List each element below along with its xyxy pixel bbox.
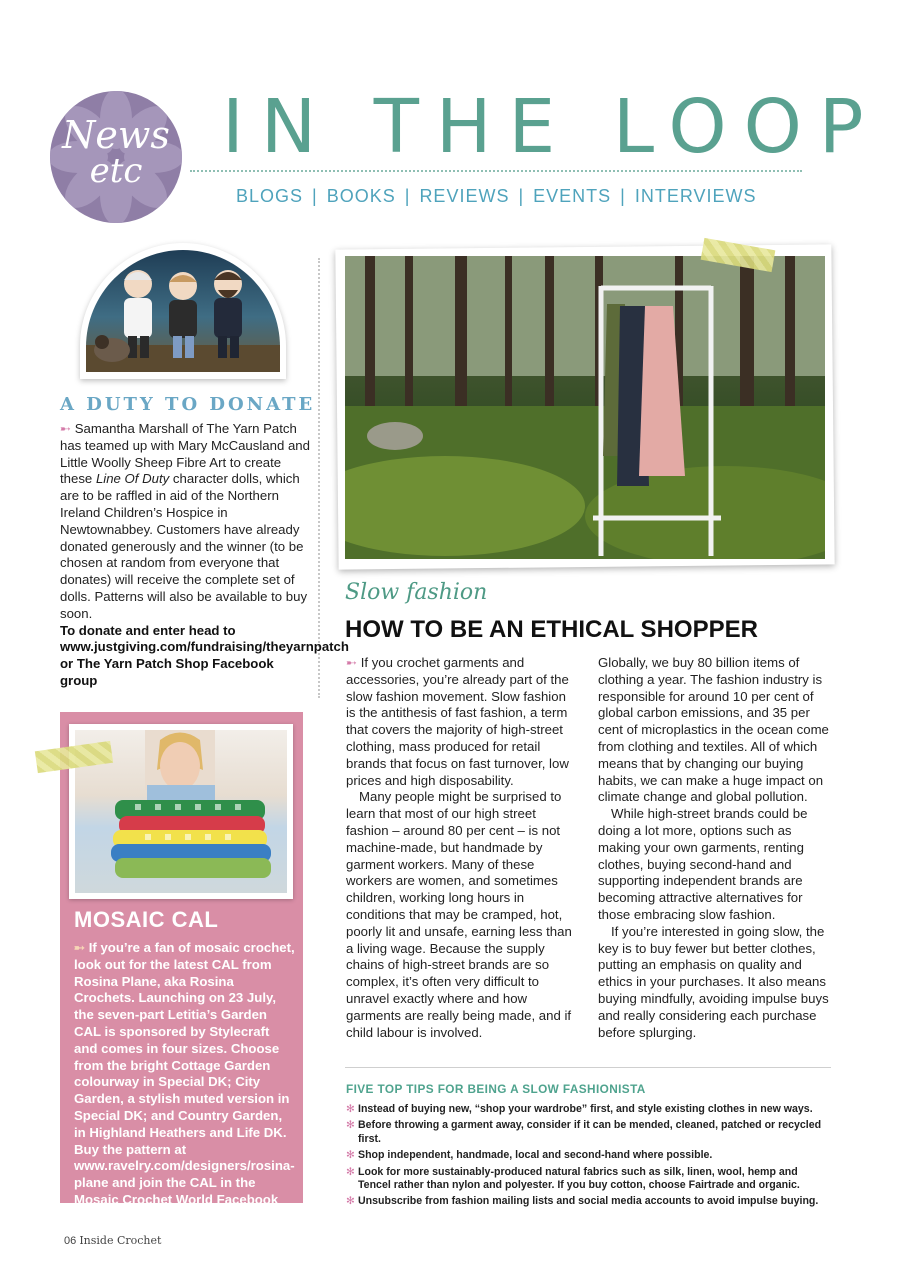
- star-icon: ✻: [346, 1195, 355, 1208]
- article-column-1: [346, 655, 576, 1041]
- column-divider: [318, 258, 320, 698]
- arrow-icon: ➸: [60, 421, 72, 436]
- forest-photo: [345, 256, 825, 559]
- nav-item-blogs: BLOGS: [236, 186, 304, 206]
- paragraph: Many people might be surprised to learn that most of our high street fashion – around 80 per cent – is not machine-made, but handmade by garment workers. Many of these workers are women, and sometimes children, working long hours in conditions that may be cramped, hot, poorly lit and unsafe, earning less than a living wage. Because the supply chains of high-street brands are so complex, it’s often very difficult to unravel exactly where and how garments are really being made, and if child labour is involved.: [346, 789, 572, 1040]
- donate-article: [60, 421, 349, 690]
- tips-rule: [345, 1067, 831, 1068]
- mosaic-heading: MOSAIC CAL: [74, 907, 219, 932]
- paragraph: Globally, we buy 80 billion items of clothing a year. The fashion industry is responsible for around 10 per cent of global carbon emissions, and 35 per cent of microplastics in the ocean come from clothing and textiles. All of which means that by changing our buying habits, we can make a huge impact on climate change and global pollution.: [598, 655, 829, 805]
- list-item: [346, 1103, 832, 1116]
- section-title: IN THE LOOP: [222, 84, 881, 170]
- tips-heading: FIVE TOP TIPS FOR BEING A SLOW FASHIONISTA: [346, 1082, 646, 1096]
- article-headline: HOW TO BE AN ETHICAL SHOPPER: [345, 616, 758, 643]
- list-item: [346, 1195, 832, 1208]
- badge-line-2: etc: [89, 151, 143, 191]
- nav-item-interviews: INTERVIEWS: [634, 186, 757, 206]
- donate-call-to-action: To donate and enter head to www.justgiving.com/fundraising/theyarnpatch or The Yarn Patch Shop Facebook group: [60, 622, 349, 688]
- page-footer: [64, 1234, 161, 1247]
- clothes-rack-forest-image: [345, 256, 825, 559]
- donate-text-italic: Line Of Duty: [95, 471, 170, 487]
- article-kicker: Slow fashion: [345, 580, 488, 605]
- nav-item-reviews: REVIEWS: [419, 186, 510, 206]
- tip-text: Instead of buying new, “shop your wardrobe” first, and style existing clothes in new ways.: [358, 1103, 813, 1115]
- article-column-2: [598, 655, 834, 1041]
- arrow-icon: ➸: [74, 940, 86, 955]
- paragraph: While high-street brands could be doing a lot more, options such as making your own garments, renting clothes, buying second-hand and supporting independent brands are becoming attractive alternatives for those embracing slow fashion.: [598, 806, 808, 922]
- nav-separator: |: [312, 186, 318, 206]
- nav-item-events: EVENTS: [533, 186, 612, 206]
- tip-text: Look for more sustainably-produced natural fabrics such as silk, linen, wool, hemp and Tencel rather than nylon and polyester. If you buy cotton, choose Fairtrade and organic.: [358, 1165, 800, 1192]
- title-rule: [190, 170, 802, 172]
- page-number: 06: [64, 1235, 77, 1247]
- list-item: [346, 1166, 832, 1193]
- section-nav: [236, 186, 757, 207]
- nav-separator: |: [518, 186, 525, 206]
- paragraph: [346, 655, 576, 789]
- nav-separator: |: [404, 186, 411, 206]
- paragraph: If you’re interested in going slow, the key is to buy fewer but better clothes, putting an emphasis on quality and ethics in your purchases. It also means buying mindfully, avoiding impulse buys and really considering each purchase before splurging.: [598, 923, 829, 1040]
- donate-heading: A DUTY TO DONATE: [60, 394, 316, 415]
- list-item: [346, 1149, 832, 1162]
- tip-text: Unsubscribe from fashion mailing lists and social media accounts to avoid impulse buying.: [358, 1195, 819, 1208]
- star-icon: ✻: [346, 1149, 355, 1162]
- badge-line-1: News: [62, 113, 170, 157]
- mosaic-article: [74, 940, 296, 1226]
- star-icon: ✻: [346, 1119, 355, 1132]
- doll-figure: [214, 270, 242, 358]
- news-etc-badge: [50, 91, 182, 223]
- tips-list: [346, 1103, 832, 1212]
- list-item: [346, 1119, 832, 1146]
- arrow-icon: ➸: [346, 655, 358, 670]
- nav-item-books: BOOKS: [326, 186, 396, 206]
- donate-text: Samantha Marshall of The Yarn Patch has teamed up with Mary McCausland and Little Woolly Sheep Fibre Art to create these: [60, 421, 310, 487]
- tip-text: Shop independent, handmade, local and second-hand where possible.: [358, 1149, 713, 1162]
- donate-text-end: character dolls, which are to be raffled in aid of the Northern Ireland Children’s Hospice in Newtownabbey. Customers have already donated generously and the winner (to be chosen at random from everyone that donates) will receive the complete set of dolls. Patterns will also be available to buy soon.: [60, 471, 308, 621]
- star-icon: ✻: [346, 1165, 355, 1178]
- tip-text: Before throwing a garment away, consider if it can be mended, cleaned, patched or recycled first.: [358, 1119, 822, 1145]
- magazine-name: Inside Crochet: [79, 1234, 162, 1247]
- paragraph-text: If you crochet garments and accessories, you’re already part of the slow fashion movement. Slow fashion is the antithesis of fast fashion, a term that covers the majority of high-street clothing, mass produced for retail brands that focus on fast turnover, low prices and high disposability.: [346, 655, 569, 788]
- star-icon: ✻: [346, 1103, 355, 1115]
- mosaic-text: If you’re a fan of mosaic crochet, look out for the latest CAL from Rosina Plane, aka Rosina Crochets. Launching on 23 July, the seven-part Letitia’s Garden CAL is sponsored by Stylecraft and comes in four sizes. Choose from the bright Cottage Garden colourway in Special DK; City Garden, a stylish muted version in Special DK; and Country Garden, in Highland Heathers and Life DK. Buy the pattern at www.ravelry.com/designers/rosina-plane and join the CAL in the Mosaic Crochet World Facebook group.: [74, 940, 295, 1224]
- nav-separator: |: [620, 186, 626, 206]
